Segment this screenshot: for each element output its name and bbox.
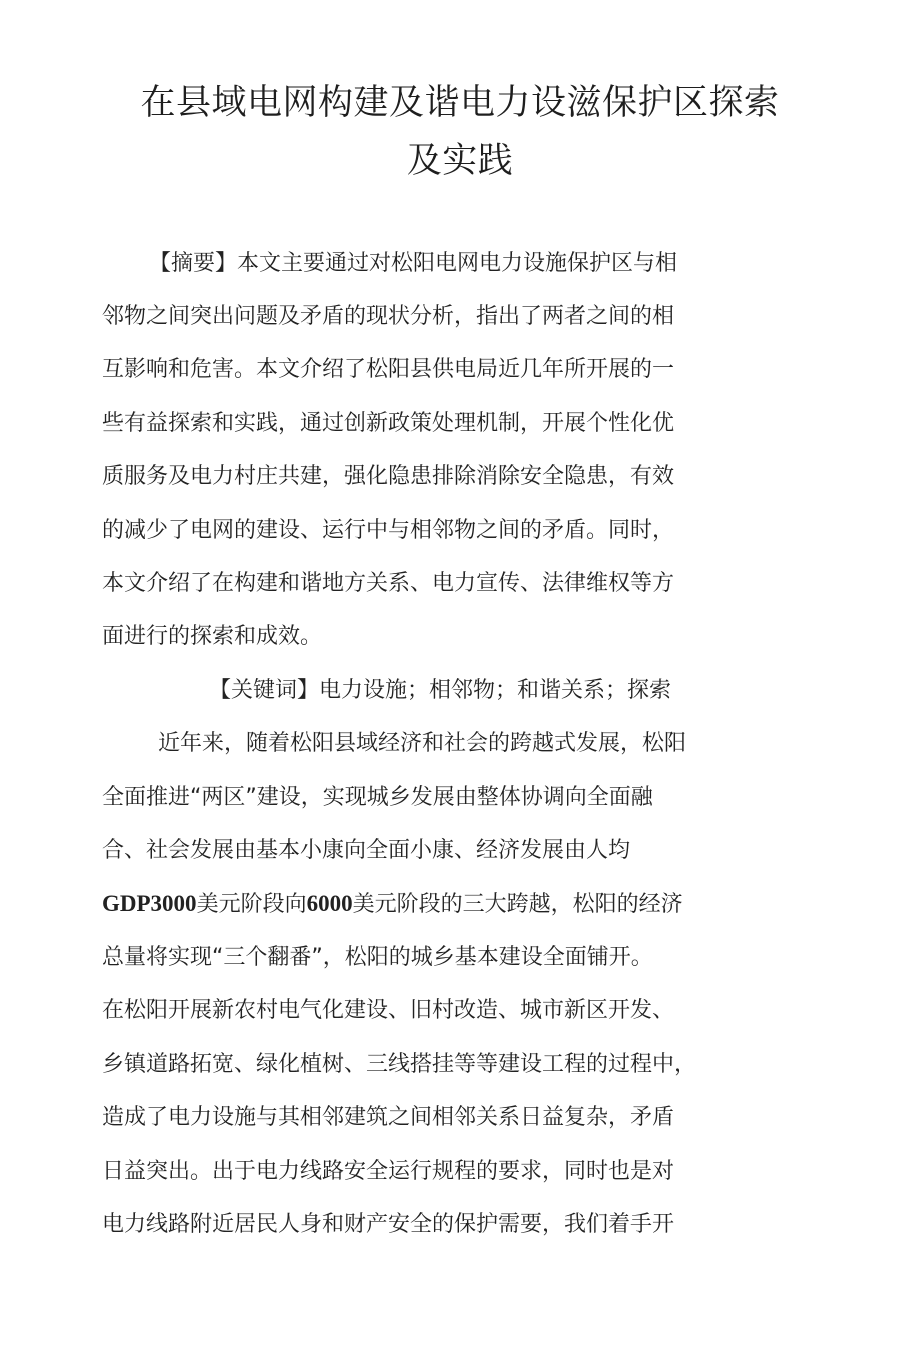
body-text-fragment: 美元阶段的三大跨越，松阳的经济 xyxy=(352,892,683,917)
title-line: 及实践 xyxy=(406,141,514,181)
abstract-line: 互影响和危害。本文介绍了松阳县供电局近几年所开展的一 xyxy=(102,357,675,382)
abstract-line: 本文介绍了在构建和谐地方关系、电力宣传、法律维权等方 xyxy=(102,571,675,596)
body-line-gdp xyxy=(102,889,683,920)
abstract-line: 的减少了电网的建设、运行中与相邻物之间的矛盾。同时， xyxy=(102,518,675,543)
document-title xyxy=(100,74,820,190)
body-line: 合、社会发展由基本小康向全面小康、经济发展由人均 xyxy=(102,838,631,863)
body-line: 造成了电力设施与其相邻建筑之间相邻关系日益复杂，矛盾 xyxy=(102,1105,675,1130)
abstract-line: 质服务及电力村庄共建，强化隐患排除消除安全隐患，有效 xyxy=(102,464,675,489)
gdp-figure: GDP3000 xyxy=(102,891,197,916)
abstract-line: 【摘要】本文主要通过对松阳电网电力设施保护区与相 xyxy=(149,251,678,276)
usd-figure: 6000 xyxy=(306,891,353,916)
body-line: 全面推进“两区”建设，实现城乡发展由整体协调向全面融 xyxy=(102,785,653,810)
body-text-fragment: 美元阶段向 xyxy=(196,892,307,917)
body-line: 近年来，随着松阳县域经济和社会的跨越式发展，松阳 xyxy=(158,731,687,756)
abstract-line: 些有益探索和实践，通过创新政策处理机制，开展个性化优 xyxy=(102,411,675,436)
body-line: 在松阳开展新农村电气化建设、旧村改造、城市新区开发、 xyxy=(102,998,675,1023)
body-line: 电力线路附近居民人身和财产安全的保护需要，我们着手开 xyxy=(102,1212,675,1237)
title-line: 在县域电网构建及谐电力设滋保护区探索 xyxy=(140,83,780,123)
body-line: 乡镇道路拓宽、绿化植树、三线搭挂等等建设工程的过程中， xyxy=(102,1052,697,1077)
abstract-line: 邻物之间突出问题及矛盾的现状分析，指出了两者之间的相 xyxy=(102,304,675,329)
abstract-line: 面进行的探索和成效。 xyxy=(102,624,323,649)
keywords-line: 【关键词】电力设施；相邻物；和谐关系；探索 xyxy=(209,678,672,703)
body-line: 总量将实现“三个翻番”，松阳的城乡基本建设全面铺开。 xyxy=(102,945,653,970)
body-line: 日益突出。出于电力线路安全运行规程的要求，同时也是对 xyxy=(102,1159,675,1184)
